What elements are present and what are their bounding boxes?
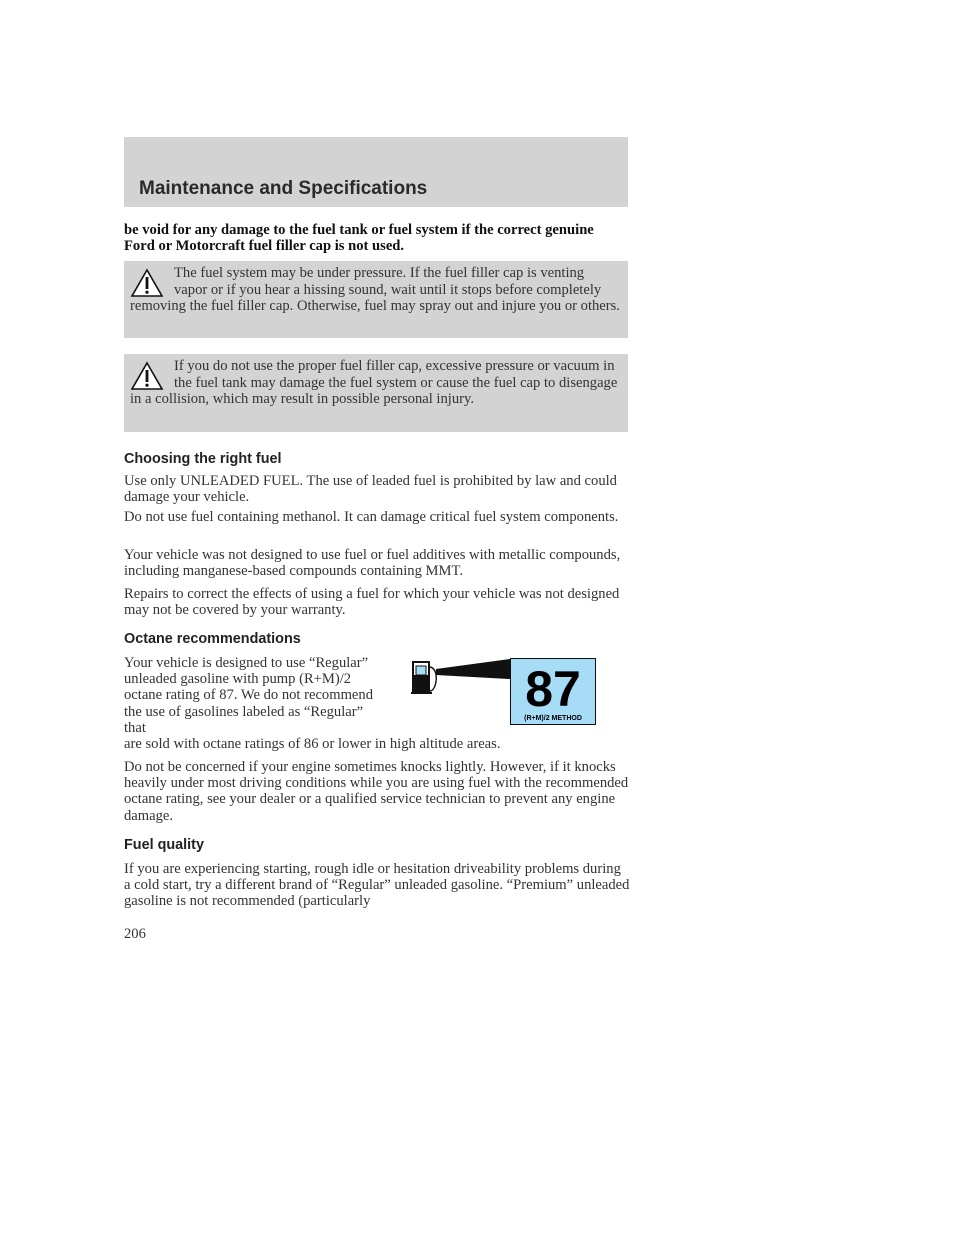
paragraph-knocking: Do not be concerned if your engine sometimes knocks lightly. However, if it knocks heavily under most driving conditions while you are using fuel with the recommended octane rating, see your dealer or a qualified service technician to prevent any engine damage. [124,759,629,824]
paragraph-octane-narrow: Your vehicle is designed to use “Regular” unleaded gasoline with pump (R+M)/2 octane rating of 87. We do not recommend the use of gasolines labeled as “Regular” that [124,655,374,736]
warning-box-filler-cap [124,354,628,432]
heading-choosing-fuel: Choosing the right fuel [124,451,282,467]
page-section-title: Maintenance and Specifications [139,178,428,199]
paragraph-unleaded: Use only UNLEADED FUEL. The use of leaded fuel is prohibited by law and could damage your vehicle. [124,473,617,506]
page-number: 206 [124,926,146,942]
warning-text-filler-cap: If you do not use the proper fuel filler cap, excessive pressure or vacuum in the fuel tank may damage the fuel system or cause the fuel cap to disengage in a collision, which may result in possible personal injury. [130,358,618,407]
paragraph-metallic: Your vehicle was not designed to use fuel or fuel additives with metallic compounds, including manganese-based compounds containing MMT. [124,547,621,580]
paragraph-octane-continued: are sold with octane ratings of 86 or lower in high altitude areas. [124,736,501,752]
warning-triangle-icon [130,268,164,298]
heading-fuel-quality: Fuel quality [124,837,204,853]
paragraph-fuel-quality: If you are experiencing starting, rough idle or hesitation driveability problems during a cold start, try a different brand of “Regular” unleaded gasoline. “Premium” unleaded gasoline is not recommended (particularly [124,861,630,910]
warning-box-pressure [124,261,628,338]
warning-triangle-icon [130,361,164,391]
paragraph-methanol: Do not use fuel containing methanol. It can damage critical fuel system components. [124,509,619,525]
paragraph-warranty: Repairs to correct the effects of using a fuel for which your vehicle was not designed may not be covered by your warranty. [124,586,620,619]
octane-number: 87 [525,661,581,717]
warning-text-pressure: The fuel system may be under pressure. If the fuel filler cap is venting vapor or if you hear a hissing sound, wait until it stops before completely removing the fuel filler cap. Otherwise, fuel may spray out and injure you or others. [130,265,620,314]
octane-method-text: (R+M)/2 METHOD [524,715,582,722]
intro-bold-text: be void for any damage to the fuel tank or fuel system if the correct genuine Ford or Motorcraft fuel filler cap is not used. [124,222,594,254]
heading-octane: Octane recommendations [124,631,301,647]
octane-rating-label [510,658,596,725]
